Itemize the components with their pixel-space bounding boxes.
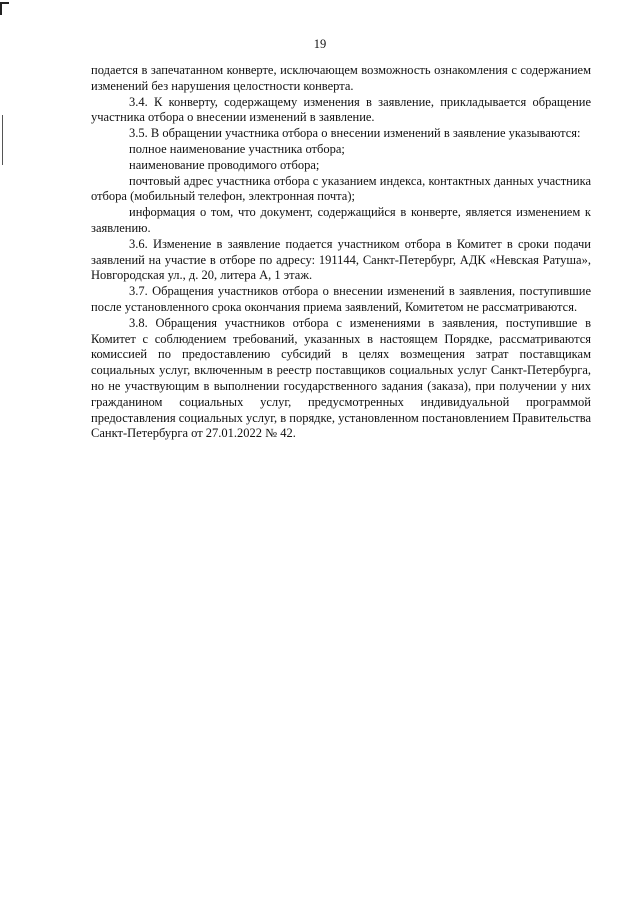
document-body: [91, 63, 591, 442]
paragraph-continuation: подается в запечатанном конверте, исключающем возможность ознакомления с содержанием изменений без нарушения целостности конверта.: [91, 63, 591, 93]
paragraph-3-4: 3.4. К конверту, содержащему изменения в заявление, прикладывается обращение участника отбора о внесении изменений в заявление.: [91, 94, 591, 125]
paragraph-3-6: 3.6. Изменение в заявление подается участником отбора в Комитет в сроки подачи заявлений на участие в отборе по адресу: 191144, Санкт-Петербург, АДК «Невская Ратуша», Новгородская ул., д. 20, литера А, 1 этаж.: [91, 236, 591, 283]
list-item-info: информация о том, что документ, содержащийся в конверте, является изменением к заявлению.: [91, 205, 591, 235]
list-item-postal-address: почтовый адрес участника отбора с указанием индекса, контактных данных участника отбора (мобильный телефон, электронная почта);: [91, 173, 591, 204]
scan-edge-line: [2, 115, 3, 165]
scan-corner-mark-vertical: [0, 2, 2, 15]
list-item-full-name: полное наименование участника отбора;: [129, 141, 345, 156]
paragraph-3-8: 3.8. Обращения участников отбора с изменениями в заявления, поступившие в Комитет с соблюдением требований, указанных в настоящем Порядке, рассматриваются комиссией по предоставлению субсидий в целях возмещения затрат поставщикам социальных услуг, включенным в реестр поставщиков социальных услуг Санкт-Петербурга, но не участвующим в выполнении государственного задания (заказа), при получении у них гражданином социальных услуг, предусмотренных индивидуальной программой предоставления социальных услуг, в порядке, установленном постановлением Правительства Санкт-Петербурга от 27.01.2022 № 42.: [91, 315, 592, 441]
paragraph-3-5: 3.5. В обращении участника отбора о внесении изменений в заявление указываются:: [129, 126, 581, 141]
page-number: 19: [313, 37, 327, 51]
list-item-selection-name: наименование проводимого отбора;: [129, 157, 320, 172]
paragraph-3-7: 3.7. Обращения участников отбора о внесении изменений в заявления, поступившие после установленного срока окончания приема заявлений, Комитетом не рассматриваются.: [91, 284, 591, 314]
